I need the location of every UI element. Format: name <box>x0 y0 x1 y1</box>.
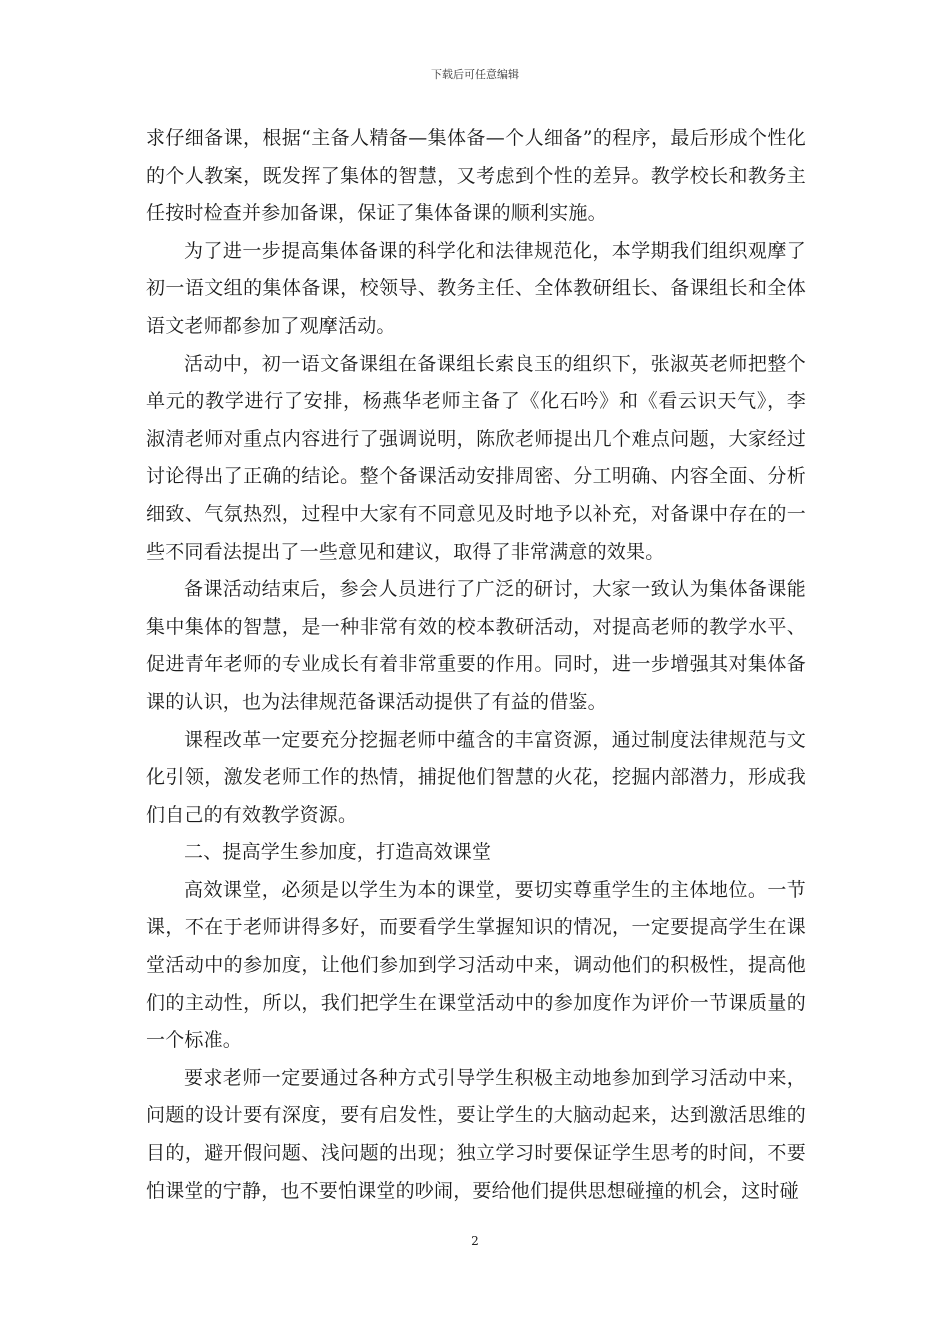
page-header: 下载后可任意编辑 <box>431 68 519 81</box>
paragraph: 课程改革一定要充分挖掘老师中蕴含的丰富资源，通过制度法律规范与文化引领，激发老师工作的热情，捕捉他们智慧的火花，挖掘内部潜力，形成我们自己的有效教学资源。 <box>146 728 806 826</box>
paragraph: 为了进一步提高集体备课的科学化和法律规范化，本学期我们组织观摩了初一语文组的集体备课，校领导、教务主任、全体教研组长、备课组长和全体语文老师都参加了观摩活动。 <box>146 239 806 337</box>
page-number: 2 <box>471 1234 479 1248</box>
paragraph: 备课活动结束后，参会人员进行了广泛的研讨，大家一致认为集体备课能集中集体的智慧，是一种非常有效的校本教研活动，对提高老师的教学水平、促进青年老师的专业成长有着非常重要的作用。同时，进一步增强其对集体备课的认识，也为法律规范备课活动提供了有益的借鉴。 <box>146 578 806 713</box>
paragraph: 高效课堂，必须是以学生为本的课堂，要切实尊重学生的主体地位。一节课，不在于老师讲得多好，而要看学生掌握知识的情况，一定要提高学生在课堂活动中的参加度，让他们参加到学习活动中来，调动他们的积极性，提高他们的主动性，所以，我们把学生在课堂活动中的参加度作为评价一节课质量的一个标准。 <box>146 878 806 1052</box>
paragraph: 要求老师一定要通过各种方式引导学生积极主动地参加到学习活动中来，问题的设计要有深度，要有启发性，要让学生的大脑动起来，达到激活思维的目的，避开假问题、浅问题的出现；独立学习时要保证学生思考的时间，不要怕课堂的宁静，也不要怕课堂的吵闹，要给他们提供思想碰撞的机会，这时碰 <box>146 1066 806 1202</box>
document-body <box>146 120 806 1210</box>
paragraph: 活动中，初一语文备课组在备课组长索良玉的组织下，张淑英老师把整个单元的教学进行了安排，杨燕华老师主备了《化石吟》和《看云识天气》，李淑清老师对重点内容进行了强调说明，陈欣老师提出几个难点问题，大家经过讨论得出了正确的结论。整个备课活动安排周密、分工明确、内容全面、分析细致、气氛热烈，过程中大家有不同意见及时地予以补充，对备课中存在的一些不同看法提出了一些意见和建议，取得了非常满意的效果。 <box>146 352 806 563</box>
paragraph-continuation: 求仔细备课，根据“主备人精备—集体备—个人细备”的程序，最后形成个性化的个人教案，既发挥了集体的智慧，又考虑到个性的差异。教学校长和教务主任按时检查并参加备课，保证了集体备课的顺利实施。 <box>146 127 806 225</box>
section-heading: 二、提高学生参加度，打造高效课堂 <box>184 841 492 864</box>
